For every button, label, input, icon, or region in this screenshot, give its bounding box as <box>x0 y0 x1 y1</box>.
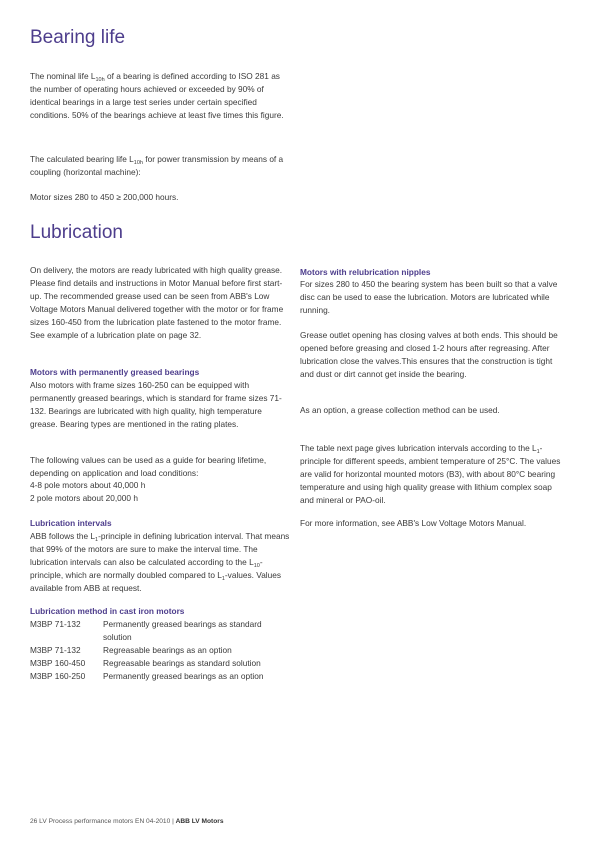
permanent-grease-text: Also motors with frame sizes 160-250 can be equipped with permanently greased bearings, which is standard for frame sizes 71-132. Bearings are lubricated with high quality, high temperature grease. Bearing types are mentioned in the rating plates. <box>30 380 282 429</box>
motor-sizes-line: Motor sizes 280 to 450 ≥ 200,000 hours. <box>30 192 179 202</box>
table-row <box>30 618 290 644</box>
lubrication-intervals-heading: Lubrication intervals <box>30 518 112 528</box>
motor-code: M3BP 71-132 <box>30 619 81 629</box>
lubrication-table-reference: The table next page gives lubrication intervals according to the $L_1$-principle for different speeds, ambient temperature of 25°C. The values are valid for horizontal mounted motors (B3), with about 80°C bearing temperature and using high quality grease with lithium complex soap and mineral or PAO-oil. <box>300 443 561 505</box>
table-row <box>30 644 290 657</box>
footer-page-info: 26 LV Process performance motors EN 04-2010 | <box>30 818 176 825</box>
relubrication-nipples-text: For sizes 280 to 450 the bearing system has been built so that a valve disc can be used to ease the lubrication. Motors are lubricated while running. <box>300 279 558 315</box>
more-information-text: For more information, see ABB's Low Voltage Motors Manual. <box>300 518 527 528</box>
grease-outlet-text: Grease outlet opening has closing valves at both ends. This should be opened before greasing and closed 1-2 hours after regreasing. After lubrication close the valves.This ensures that the construction is tight and dust or dirt cannot get inside the bearing. <box>300 330 558 379</box>
grease-collection-option: As an option, a grease collection method can be used. <box>300 405 500 415</box>
cast-iron-method-heading: Lubrication method in cast iron motors <box>30 606 185 616</box>
bearing-life-paragraph: The nominal life $L_{10h}$ of a bearing is defined according to ISO 281 as the number of operating hours achieved or exceeded by 90% of identical bearings in a large test series under certain specified conditions. 50% of the bearings achieve at least five times this figure. <box>30 71 284 120</box>
lubrication-title: Lubrication <box>30 222 123 243</box>
pole-4-8-lifetime: 4-8 pole motors about 40,000 h <box>30 480 146 490</box>
lubrication-intro: On delivery, the motors are ready lubricated with high quality grease. Please find details and instructions in Motor Manual before first start-up. The recommended grease used can be seen from ABB's Low Voltage Motors Manual delivered together with the motor or for frame sizes 160-450 from the lubrication plate fastened to the motor frame. See example of a lubrication plate on page 32. <box>30 265 284 340</box>
table-row <box>30 670 290 683</box>
cast-iron-method-table <box>30 618 290 683</box>
calculated-bearing-life-paragraph: The calculated bearing life $L_{10h}$ for power transmission by means of a coupling (horizontal machine): <box>30 154 284 177</box>
table-row <box>30 657 290 670</box>
motor-lubrication-method: Regreasable bearings as an option <box>103 644 232 655</box>
page-footer <box>30 818 224 825</box>
lubrication-intervals-text: ABB follows the $L_1$-principle in defining lubrication interval. That means that 99% of the motors are sure to make the interval time. The lubrication intervals can also be calculated according to the $L_{10}$-principle, which are normally doubled compared to $L_1$-values. Values available from ABB at request. <box>30 531 290 593</box>
bearing-life-title: Bearing life <box>30 27 126 48</box>
motor-lubrication-method: Regreasable bearings as standard solution <box>103 657 261 668</box>
bearing-lifetime-guide: The following values can be used as a guide for bearing lifetime, depending on application and load conditions: <box>30 455 267 478</box>
relubrication-nipples-heading: Motors with relubrication nipples <box>300 267 431 277</box>
motor-code: M3BP 71-132 <box>30 644 81 655</box>
pole-2-lifetime: 2 pole motors about 20,000 h <box>30 493 138 503</box>
permanent-grease-heading: Motors with permanently greased bearings <box>30 367 200 377</box>
motor-code: M3BP 160-450 <box>30 657 86 668</box>
footer-brand: ABB LV Motors <box>175 818 224 825</box>
motor-lubrication-method: Permanently greased bearings as standard solution <box>103 619 262 642</box>
motor-code: M3BP 160-250 <box>30 670 86 681</box>
motor-lubrication-method: Permanently greased bearings as an option <box>103 670 264 681</box>
